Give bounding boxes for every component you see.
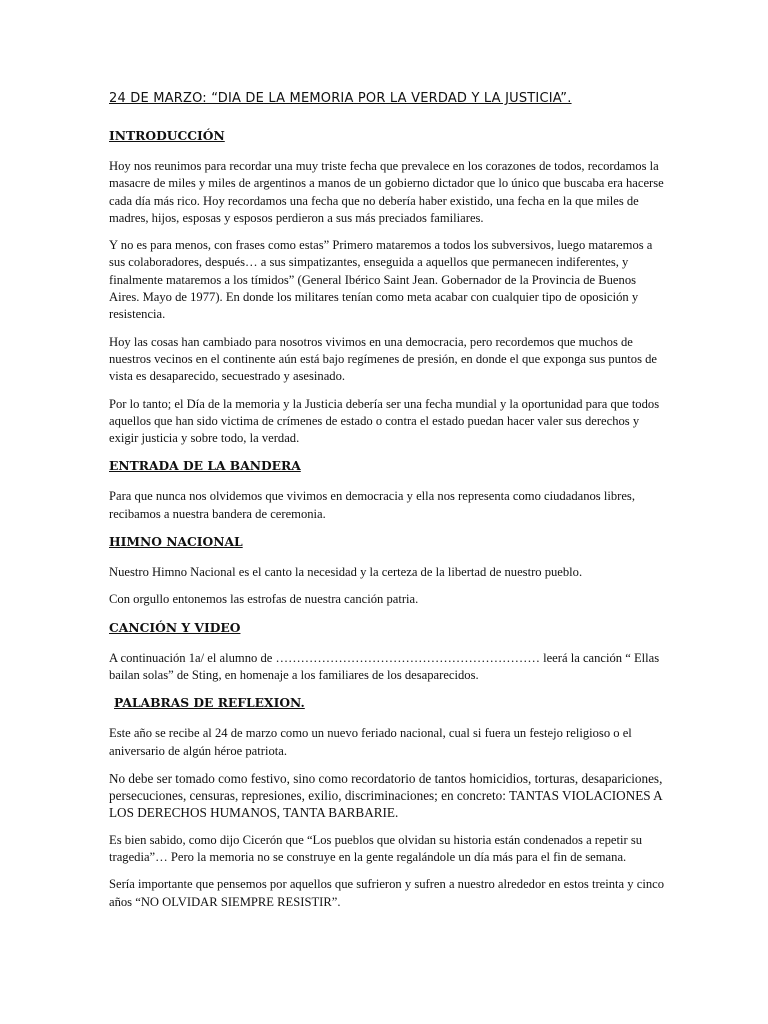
paragraph: Hoy las cosas han cambiado para nosotros vivimos en una democracia, pero recordemos que muchos de nuestros vecinos en el continente aún está bajo regímenes de presión, en donde el que exponga sus puntos de vista es desaparecido, secuestrado y asesinado. (109, 334, 658, 384)
section-heading-cancion-video: CANCIÓN Y VIDEO (109, 619, 241, 635)
paragraph: Sería importante que pensemos por aquellos que sufrieron y sufren a nuestro alrededor en estos treinta y cinco años “NO OLVIDAR SIEMPRE RESISTIR”. (109, 877, 664, 909)
paragraph: No debe ser tomado como festivo, sino como recordatorio de tantos homicidios, torturas, desapariciones, persecuciones, censuras, represiones, exilio, discriminaciones; en concreto: TANTAS VIOLACIONES A LOS DERECHOS HUMANOS, TANTA BARBARIE. (109, 770, 663, 821)
paragraph: Es bien sabido, como dijo Cicerón que “Los pueblos que olvidan su historia están condenados a repetir su tragedia”… Pero la memoria no se construye en la gente regalándole un día más para el fin de semana. (109, 832, 643, 865)
paragraph: Y no es para menos, con frases como estas” Primero mataremos a todos los subversivos, luego mataremos a sus colaboradores, después… a sus simpatizantes, enseguida a aquellos que permanecen indiferentes, y finalmente mataremos a los tímidos” (General Ibérico Saint Jean. Gobernador de la Provincia de Buenos Aires. Mayo de 1977). En donde los militares tenían como meta acabar con cualquier tipo de oposición y resistencia. (109, 238, 653, 322)
section-heading-palabras-reflexion: PALABRAS DE REFLEXION. (114, 695, 305, 711)
paragraph: Este año se recibe al 24 de marzo como un nuevo feriado nacional, cual si fuera un festejo religioso o el aniversario de algún héroe patriota. (109, 726, 632, 758)
document-body (109, 90, 665, 921)
section-heading-entrada-bandera: ENTRADA DE LA BANDERA (109, 458, 301, 474)
document-title: 24 DE MARZO: “DIA DE LA MEMORIA POR LA VERDAD Y LA JUSTICIA”. (109, 91, 572, 106)
paragraph: Por lo tanto; el Día de la memoria y la Justicia debería ser una fecha mundial y la oportunidad para que todos aquellos que han sido victima de crímenes de estado o contra el estado puedan hacer valer sus derechos y exigir justicia y sobre todo, la verdad. (109, 396, 660, 446)
paragraph: Con orgullo entonemos las estrofas de nuestra canción patria. (109, 592, 419, 607)
paragraph: Para que nunca nos olvidemos que vivimos en democracia y ella nos representa como ciudadanos libres, recibamos a nuestra bandera de ceremonia. (109, 489, 635, 521)
section-heading-introduccion: INTRODUCCIÓN (109, 128, 225, 143)
paragraph: Hoy nos reunimos para recordar una muy triste fecha que prevalece en los corazones de todos, recordamos la masacre de miles y miles de argentinos a manos de un gobierno dictador que lo único que buscaba era hacerse cada día más rico. Hoy recordamos una fecha que no debería haber existido, una fecha en la que miles de madres, hijos, esposas y esposos perdieron a sus más preciados familiares. (109, 159, 664, 225)
section-heading-himno-nacional: HIMNO NACIONAL (109, 534, 243, 550)
paragraph: Nuestro Himno Nacional es el canto la necesidad y la certeza de la libertad de nuestro pueblo. (109, 565, 583, 580)
paragraph: A continuación 1a/ el alumno de ……………………………………………………… leerá la canción “ Ellas bailan solas” de Sting, en homenaje a los familiares de los desaparecidos. (109, 650, 660, 682)
